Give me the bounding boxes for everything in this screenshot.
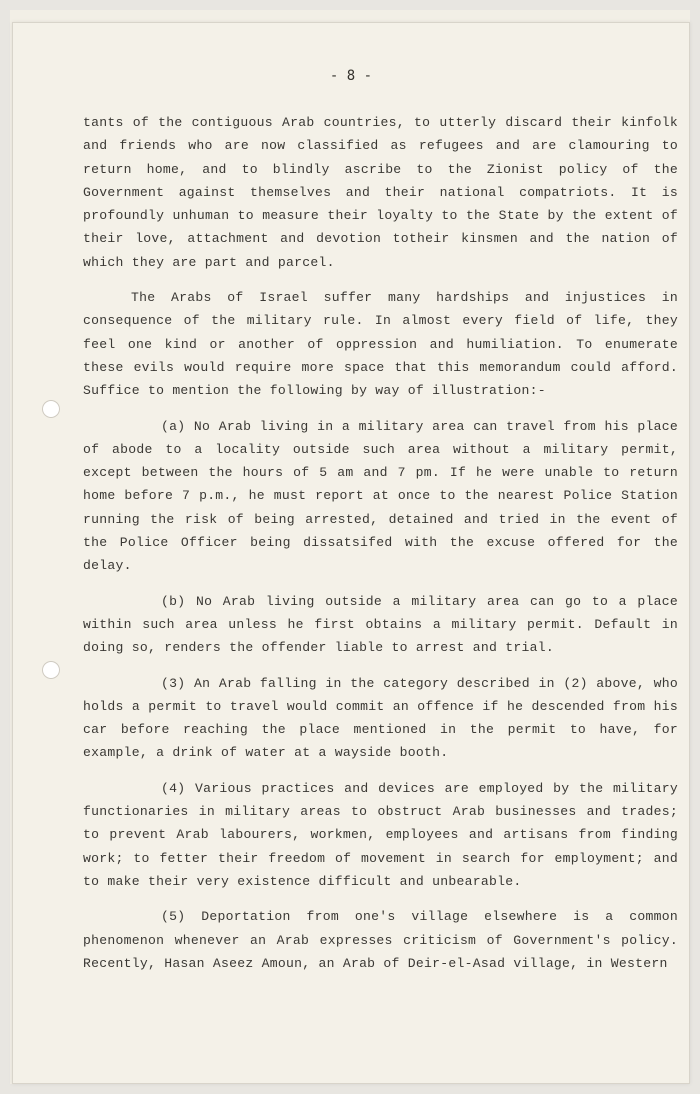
paragraph-item-5: (5) Deportation from one's village elsewhere is a common phenomenon whenever an Arab expresses criticism of Government's policy. Recently, Hasan Aseez Amoun, an Arab of Deir-el-Asad village, in Western xyxy=(83,909,678,971)
punch-hole-top xyxy=(42,400,60,418)
paragraph-item-b: (b) No Arab living outside a military area can go to a place within such area unless he first obtains a military permit. Default in doing so, renders the offender liable to arrest and trial. xyxy=(83,593,678,656)
page-number: - 8 - xyxy=(329,68,373,84)
paragraph-gap xyxy=(83,403,678,415)
paragraph-gap xyxy=(83,660,678,672)
paragraph-continuation: tants of the contiguous Arab countries, to utterly discard their kinfolk and friends who are now classified as refugees and are clamouring to return home, and to blindly ascribe to the Zionist policy of the Government against themselves and their national compatriots. It is profoundly unhuman to measure their loyalty to the State by the extent of their love, attachment and devotion totheir kinsmen and the nation of which they are part and parcel. xyxy=(83,115,678,270)
paragraph-item-3: (3) An Arab falling in the category described in (2) above, who holds a permit to travel would commit an offence if he descended from his car before reaching the place mentioned in the permit to have, for example, a drink of water at a wayside booth. xyxy=(83,675,678,761)
document-body xyxy=(83,111,678,975)
paragraph-military-rule: The Arabs of Israel suffer many hardships and injustices in consequence of the military rule. In almost every field of life, they feel one kind or another of oppression and humiliation. To enumerate these evils would require more space that this memorandum could afford. Suffice to mention the following by way of illustration:- xyxy=(83,290,678,399)
paragraph-gap xyxy=(83,274,678,286)
paragraph-gap xyxy=(83,578,678,590)
punch-hole-bottom xyxy=(42,661,60,679)
paragraph-gap xyxy=(83,893,678,905)
typewritten-page xyxy=(12,22,690,1084)
paragraph-item-a: (a) No Arab living in a military area can travel from his place of abode to a locality outside such area without a military permit, except between the hours of 5 am and 7 pm. If he were unable to return home before 7 p.m., he must report at once to the nearest Police Station running the risk of being arrested, detained and tried in the event of the Police Officer being dissatsifed with the excuse offered for the delay. xyxy=(83,418,678,574)
paragraph-gap xyxy=(83,765,678,777)
paragraph-item-4: (4) Various practices and devices are employed by the military functionaries in military areas to obstruct Arab businesses and trades; to prevent Arab labourers, workmen, employees and artisans from finding work; to fetter their freedom of movement in search for employment; and to make their very existence difficult and unbearable. xyxy=(83,780,678,889)
